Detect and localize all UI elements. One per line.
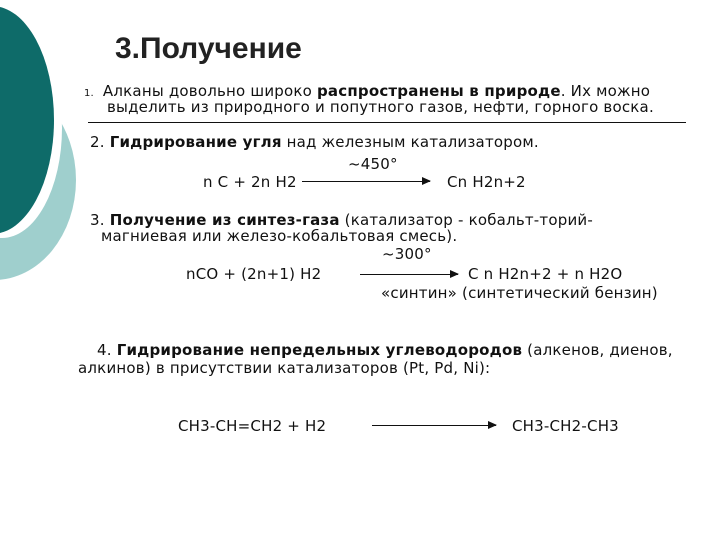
item2-reactants: n C + 2n H2 [203,173,297,191]
item3-line2: магниевая или железо-кобальтовая смесь). [101,227,458,245]
item4-line2: алкинов) в присутствии катализаторов (Pt, Pd, Ni): [78,359,491,377]
divider [88,122,686,123]
item3-note: «синтин» (синтетический бензин) [381,284,658,302]
item3-number: 3. [90,211,110,229]
item4-product: CH3-CH2-CH3 [512,417,619,435]
item1-line2: выделить из природного и попутного газов, нефти, горного воска. [107,98,654,116]
item4-text-post: (алкенов, диенов, [522,341,673,359]
item2-number: 2. [90,133,110,151]
item2-text-bold: Гидрирование угля [109,133,282,151]
item4-number: 4. [97,341,117,359]
item3-arrow [360,274,458,275]
item1-text-pre: Алканы довольно широко [102,82,317,100]
item2-product: Cn H2n+2 [447,173,526,191]
item3-reactants: nCO + (2n+1) H2 [186,265,322,283]
item3-condition: ~300° [382,245,432,263]
item1-text-bold: распространены в природе [316,82,561,100]
item2-text-post: над железным катализатором. [281,133,539,151]
item3-products: C n H2n+2 + n H2O [468,265,623,283]
item2-arrow [302,181,430,182]
item4-line1 [97,341,673,359]
item3-text-bold: Получение из синтез-газа [109,211,340,229]
item4-reactants: CH3-CH=CH2 + H2 [178,417,327,435]
page-title: 3.Получение [115,32,302,65]
item1-number: 1. [84,88,94,99]
item1-text-post: . Их можно [560,82,651,100]
item3-text-post: (катализатор - кобальт-торий- [339,211,593,229]
item2-line1 [90,133,539,151]
item4-arrow [372,425,496,426]
item4-text-bold: Гидрирование непредельных углеводородов [116,341,523,359]
item2-condition: ~450° [348,155,398,173]
